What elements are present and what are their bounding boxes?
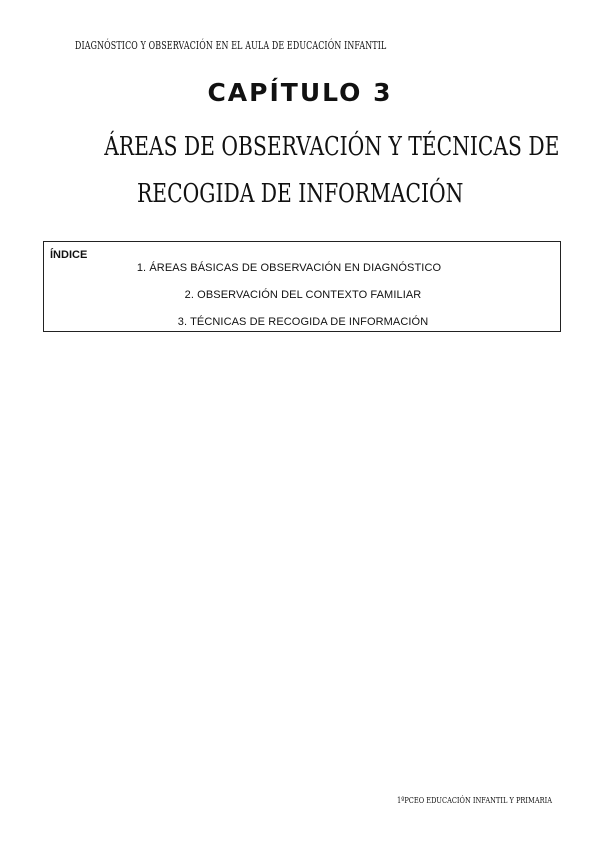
index-box [43, 241, 561, 332]
index-item-2: 2. OBSERVACIÓN DEL CONTEXTO FAMILIAR [184, 289, 422, 301]
chapter-title-line-1: ÁREAS DE OBSERVACIÓN Y TÉCNICAS DE [104, 132, 560, 162]
index-heading: ÍNDICE [50, 249, 88, 261]
footer-note: 1ºPCEO EDUCACIÓN INFANTIL Y PRIMARIA [397, 796, 553, 806]
chapter-title-line-2: RECOGIDA DE INFORMACIÓN [136, 179, 464, 209]
running-header: DIAGNÓSTICO Y OBSERVACIÓN EN EL AULA DE EDUCACIÓN INFANTIL [75, 39, 387, 52]
chapter-label: CAPÍTULO 3 [207, 78, 393, 107]
index-item-3: 3. TÉCNICAS DE RECOGIDA DE INFORMACIÓN [177, 316, 429, 328]
chapter-title [40, 124, 560, 218]
index-item-1: 1. ÁREAS BÁSICAS DE OBSERVACIÓN EN DIAGNÓSTICO [136, 262, 442, 274]
